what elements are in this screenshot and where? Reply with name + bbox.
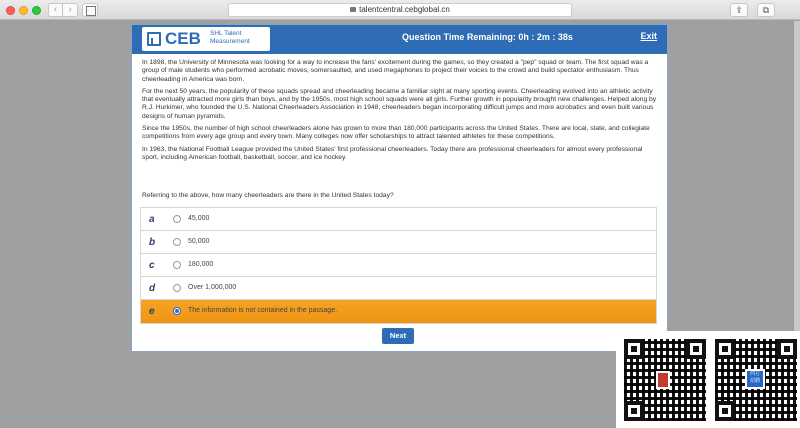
tabs-overview-icon[interactable]: ⧉ bbox=[757, 3, 775, 17]
passage-paragraph: For the next 50 years, the popularity of these squads spread and cheerleading became a familiar sight at many sporting events. Cheerleading evolved into an athletic activity that eventually attracted more girls than boys, and by the 1950s, most high school squads were all girls. Further growth in popularity brought new challenges. Helped along by R.J. Hurkimer, who founded the U.S. National Cheerleaders Association in 1948, cheerleaders began incorporating difficult jumps and more acrobatics and even built various designs of human pyramids. bbox=[142, 87, 657, 120]
qr-center-logo bbox=[656, 371, 670, 389]
qr-center-logo: 四方 招聘 bbox=[745, 369, 765, 389]
test-header bbox=[132, 25, 667, 54]
url-text: talentcentral.cebglobal.cn bbox=[359, 5, 450, 14]
option-d[interactable] bbox=[141, 277, 656, 300]
option-text: 45,000 bbox=[188, 215, 210, 222]
qr-finder bbox=[624, 401, 644, 421]
option-text: 180,000 bbox=[188, 261, 214, 268]
building-icon bbox=[147, 32, 161, 46]
back-button[interactable]: ‹ bbox=[48, 3, 63, 17]
qr-finder bbox=[624, 339, 644, 359]
passage-paragraph: Since the 1950s, the number of high school cheerleaders alone has grown to more than 180,000 participants across the United States. There are local, state, and collegiate competitions from every age group and every town. Many colleges now offer scholarships to attract talented athletes for these competitions. bbox=[142, 125, 650, 141]
qr-code bbox=[624, 339, 706, 421]
logo-subtitle: SHL Talent Measurement bbox=[210, 30, 250, 45]
qr-code-panel bbox=[616, 331, 800, 428]
qr-finder bbox=[686, 339, 706, 359]
radio-button[interactable] bbox=[173, 238, 181, 246]
reading-passage bbox=[142, 59, 658, 166]
next-button[interactable]: Next bbox=[382, 328, 414, 344]
close-window-button[interactable] bbox=[6, 6, 15, 15]
minimize-window-button[interactable] bbox=[19, 6, 28, 15]
qr-finder bbox=[777, 339, 797, 359]
browser-toolbar bbox=[0, 0, 800, 20]
time-remaining: Question Time Remaining: 0h : 2m : 38s bbox=[402, 32, 573, 42]
radio-button[interactable] bbox=[173, 307, 181, 315]
passage-paragraph: In 1898, the University of Minnesota was looking for a way to increase the fans' excitement during the games, so they created a "pep" squad or team. The first squad was a group of male students who performed acrobatic moves, somersaulted, and used megaphones to project their voices to the crowd and build spectator enthusiasm. Thus cheerleading in America was born. bbox=[142, 59, 649, 83]
share-icon[interactable]: ⇪ bbox=[730, 3, 748, 17]
ceb-logo bbox=[142, 27, 270, 51]
option-text: Over 1,000,000 bbox=[188, 284, 237, 291]
option-b[interactable] bbox=[141, 231, 656, 254]
option-text: 50,000 bbox=[188, 238, 210, 245]
radio-button[interactable] bbox=[173, 261, 181, 269]
zoom-window-button[interactable] bbox=[32, 6, 41, 15]
option-text: The information is not contained in the passage. bbox=[188, 307, 338, 314]
lock-icon bbox=[350, 7, 356, 12]
radio-button[interactable] bbox=[173, 284, 181, 292]
test-card bbox=[131, 24, 668, 352]
option-letter: b bbox=[149, 237, 156, 248]
option-letter: d bbox=[149, 283, 156, 294]
option-c[interactable] bbox=[141, 254, 656, 277]
passage-paragraph: In 1963, the National Football League provided the United States' first professional cheerleaders. Today there are professional cheerleaders for almost every professional sport, including American football, basketball, soccer, and ice hockey. bbox=[142, 145, 643, 161]
option-a[interactable] bbox=[141, 208, 656, 231]
answer-options bbox=[140, 207, 657, 324]
sidebar-toggle-icon[interactable] bbox=[82, 3, 98, 17]
logo-word: CEB bbox=[165, 29, 201, 48]
option-letter: c bbox=[149, 260, 155, 271]
forward-button[interactable]: › bbox=[63, 3, 78, 17]
qr-finder bbox=[715, 401, 735, 421]
qr-finder bbox=[715, 339, 735, 359]
exit-link[interactable]: Exit bbox=[640, 31, 657, 41]
qr-code bbox=[715, 339, 797, 421]
address-bar[interactable] bbox=[228, 3, 572, 17]
radio-button[interactable] bbox=[173, 215, 181, 223]
option-letter: a bbox=[149, 214, 155, 225]
option-e[interactable] bbox=[141, 300, 656, 323]
option-letter: e bbox=[149, 306, 155, 317]
question-text: Referring to the above, how many cheerleaders are there in the United States today? bbox=[142, 192, 394, 199]
